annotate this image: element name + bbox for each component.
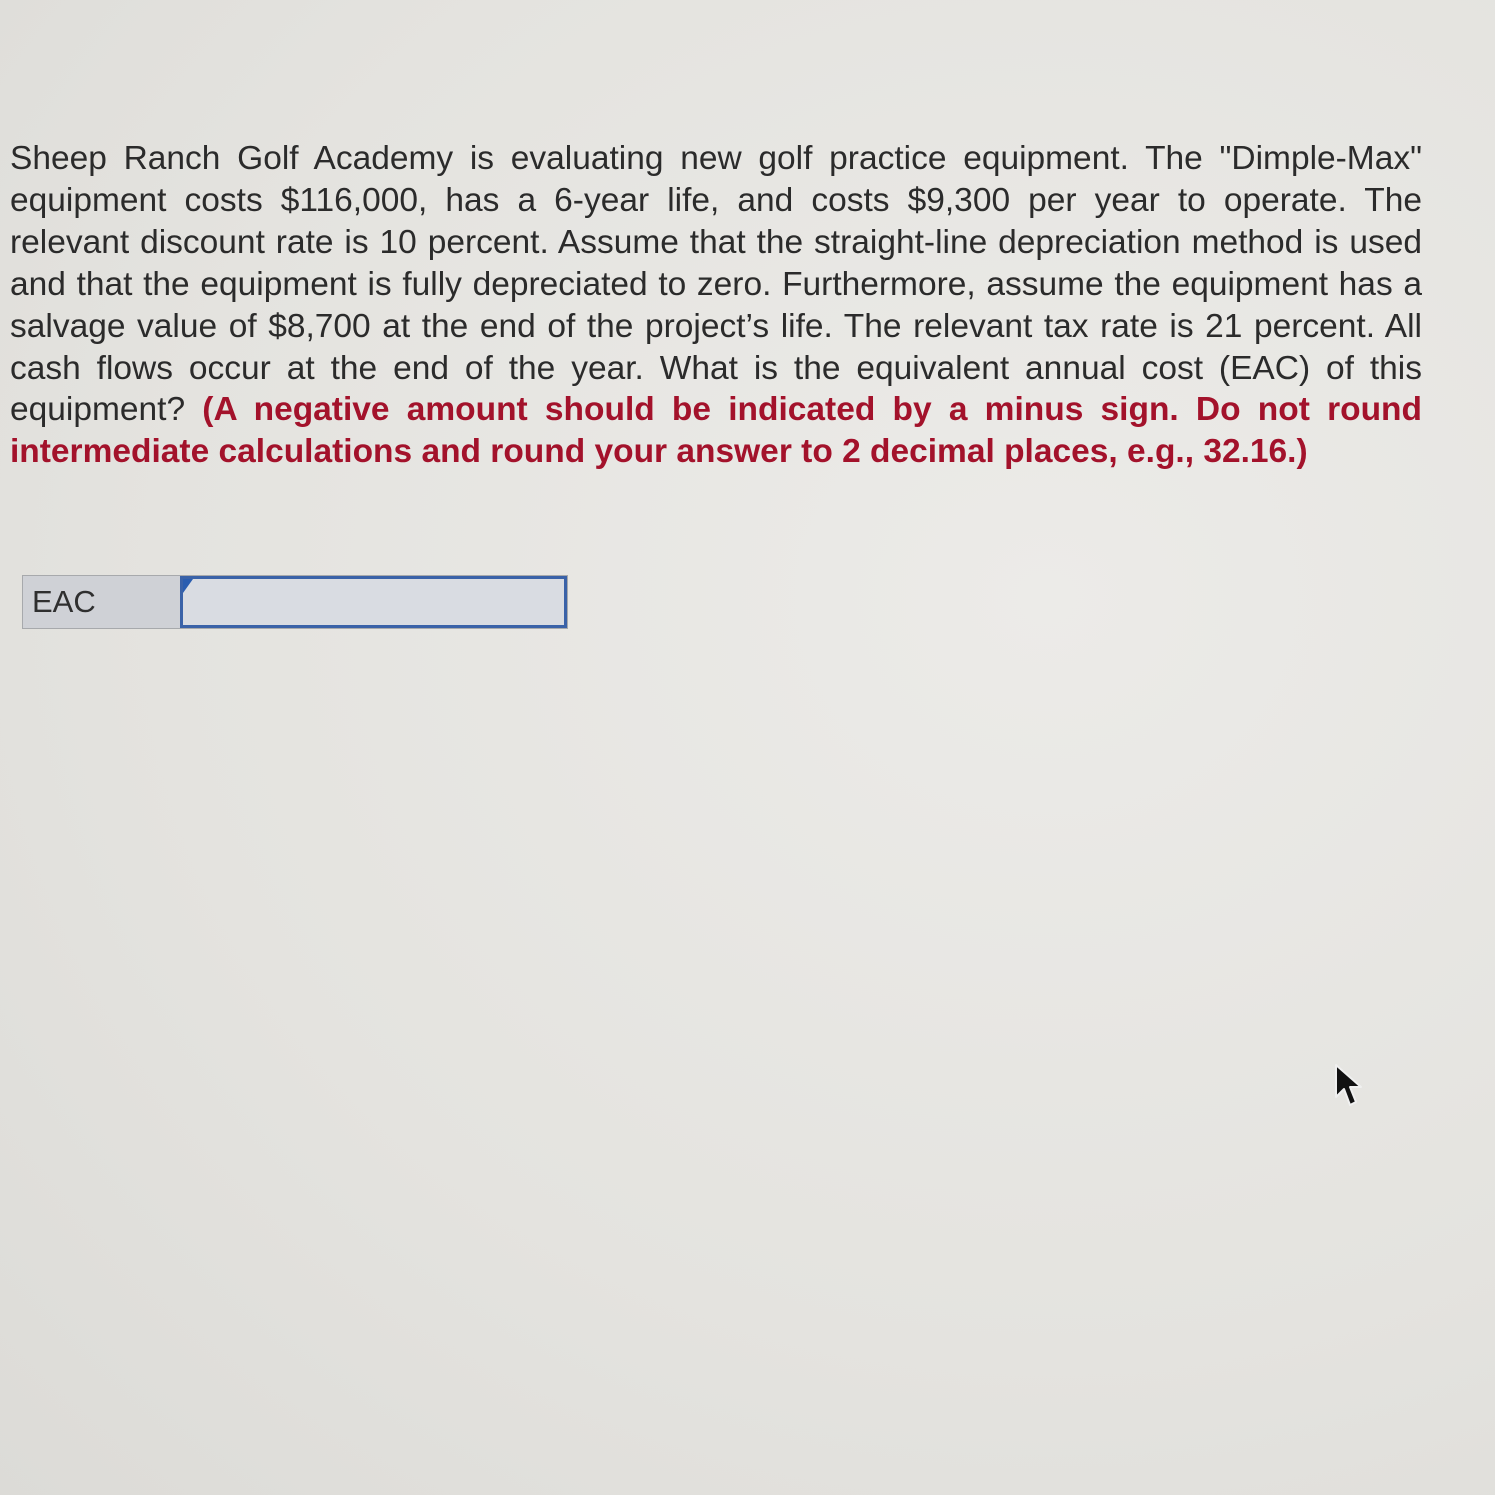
mouse-pointer-icon — [1334, 1063, 1364, 1109]
eac-answer-row — [22, 575, 568, 629]
question-text — [10, 138, 1422, 473]
eac-input-wrapper — [180, 576, 567, 628]
question-body: Sheep Ranch Golf Academy is evaluating new golf practice equipment. The "Dimple-Max" equipment costs $116,000, has a 6-year life, and costs $9,300 per year to operate. The relevant discount rate is 10 percent. Assume that the straight-line depreciation method is used and that the equipment is fully depreciated to zero. Furthermore, assume the equipment has a salvage value of $8,700 at the end of the project’s life. The relevant tax rate is 21 percent. All cash flows occur at the end of the year. What is the equivalent annual cost (EAC) of this equipment? — [10, 140, 1422, 429]
eac-input[interactable] — [180, 576, 567, 628]
eac-label: EAC — [23, 576, 180, 628]
question-instruction: (A negative amount should be indicated by a minus sign. Do not round intermediate calculations and round your answer to 2 decimal places, e.g., 32.16.) — [10, 391, 1422, 471]
input-flag-icon — [183, 579, 193, 593]
